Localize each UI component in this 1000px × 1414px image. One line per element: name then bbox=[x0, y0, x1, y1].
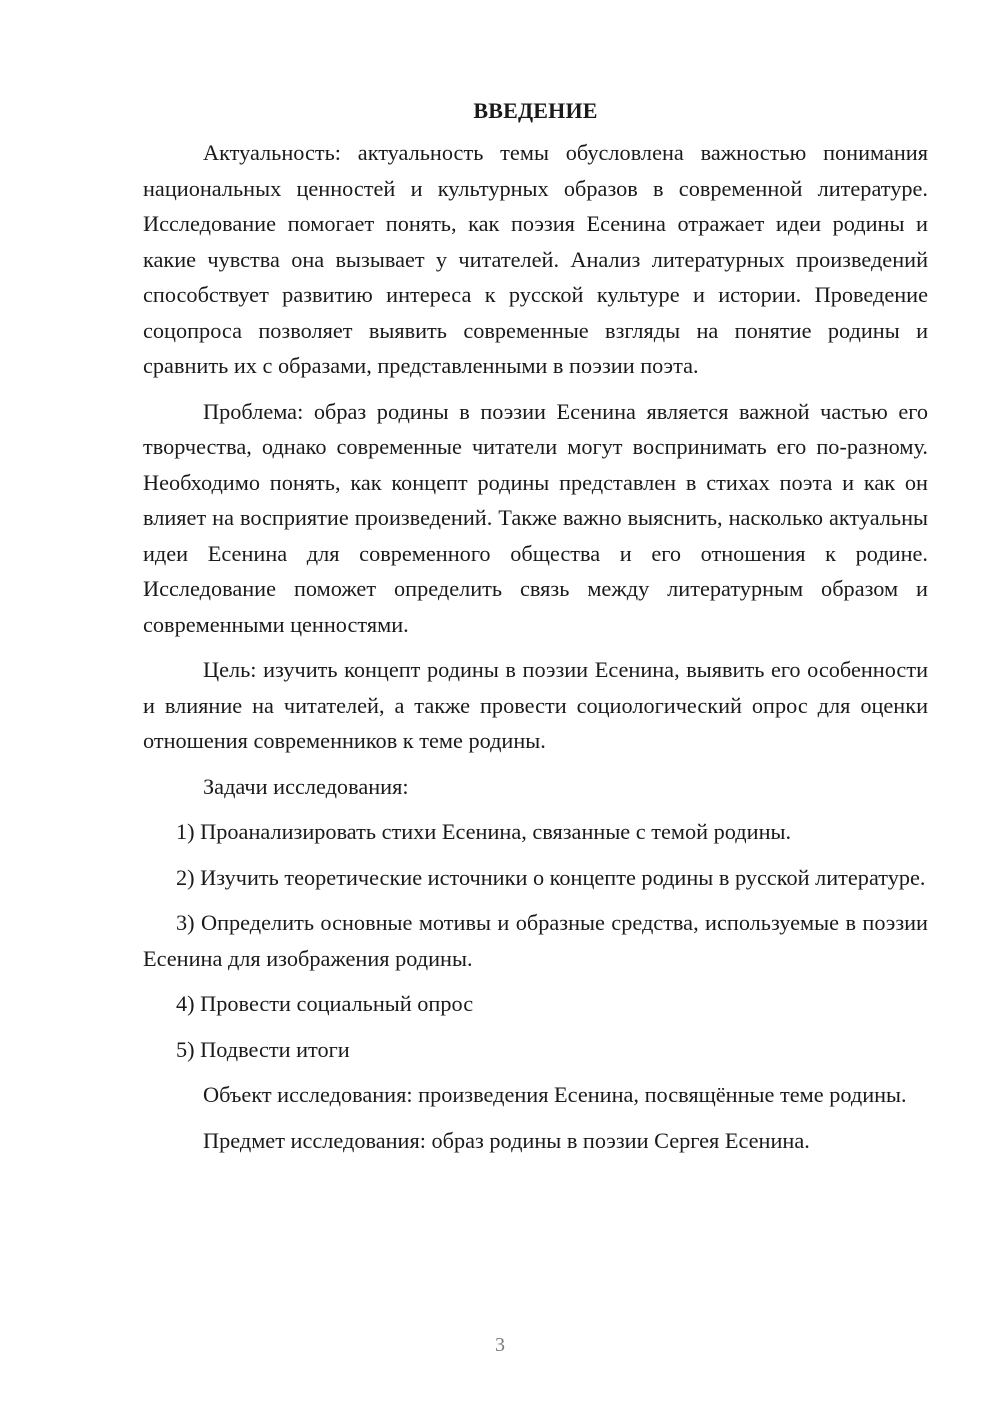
task-item-5: 5) Подвести итоги bbox=[176, 1036, 350, 1062]
goal-paragraph: Цель: изучить концепт родины в поэзии Есенина, выявить его особенности и влияние на читателей, а также провести социологический опрос для оценки отношения современников к теме родины. bbox=[143, 657, 928, 753]
object-paragraph: Объект исследования: произведения Есенина, посвящённые теме родины. bbox=[203, 1082, 907, 1107]
task-item-2: 2) Изучить теоретические источники о концепте родины в русской литературе. bbox=[176, 864, 926, 890]
page-number: 3 bbox=[495, 1334, 505, 1356]
task-item-4: 4) Провести социальный опрос bbox=[176, 991, 474, 1016]
page-content bbox=[143, 94, 928, 1168]
task-item-3: 3) Определить основные мотивы и образные средства, используемые в поэзии Есенина для изображения родины. bbox=[143, 910, 928, 971]
section-heading: ВВЕДЕНИЕ bbox=[473, 98, 598, 123]
problem-paragraph: Проблема: образ родины в поэзии Есенина является важной частью его творчества, однако современные читатели могут воспринимать его по-разному. Необходимо понять, как концепт родины представлен в стихах поэта и как он влияет на восприятие произведений. Также важно выяснить, насколько актуальны идеи Есенина для современного общества и его отношения к родине. Исследование поможет определить связь между литературным образом и современными ценностями. bbox=[143, 398, 928, 637]
task-item-1: 1) Проанализировать стихи Есенина, связанные с темой родины. bbox=[176, 819, 792, 844]
subject-paragraph: Предмет исследования: образ родины в поэзии Сергея Есенина. bbox=[203, 1127, 810, 1153]
tasks-title: Задачи исследования: bbox=[203, 773, 409, 799]
relevance-paragraph: Актуальность: актуальность темы обусловлена важностью понимания национальных ценностей и культурных образов в современной литературе. Исследование помогает понять, как поэзия Есенина отражает идеи родины и какие чувства она вызывает у читателей. Анализ литературных произведений способствует развитию интереса к русской культуре и истории. Проведение соцопроса позволяет выявить современные взгляды на понятие родины и сравнить их с образами, представленными в поэзии поэта. bbox=[143, 140, 928, 378]
